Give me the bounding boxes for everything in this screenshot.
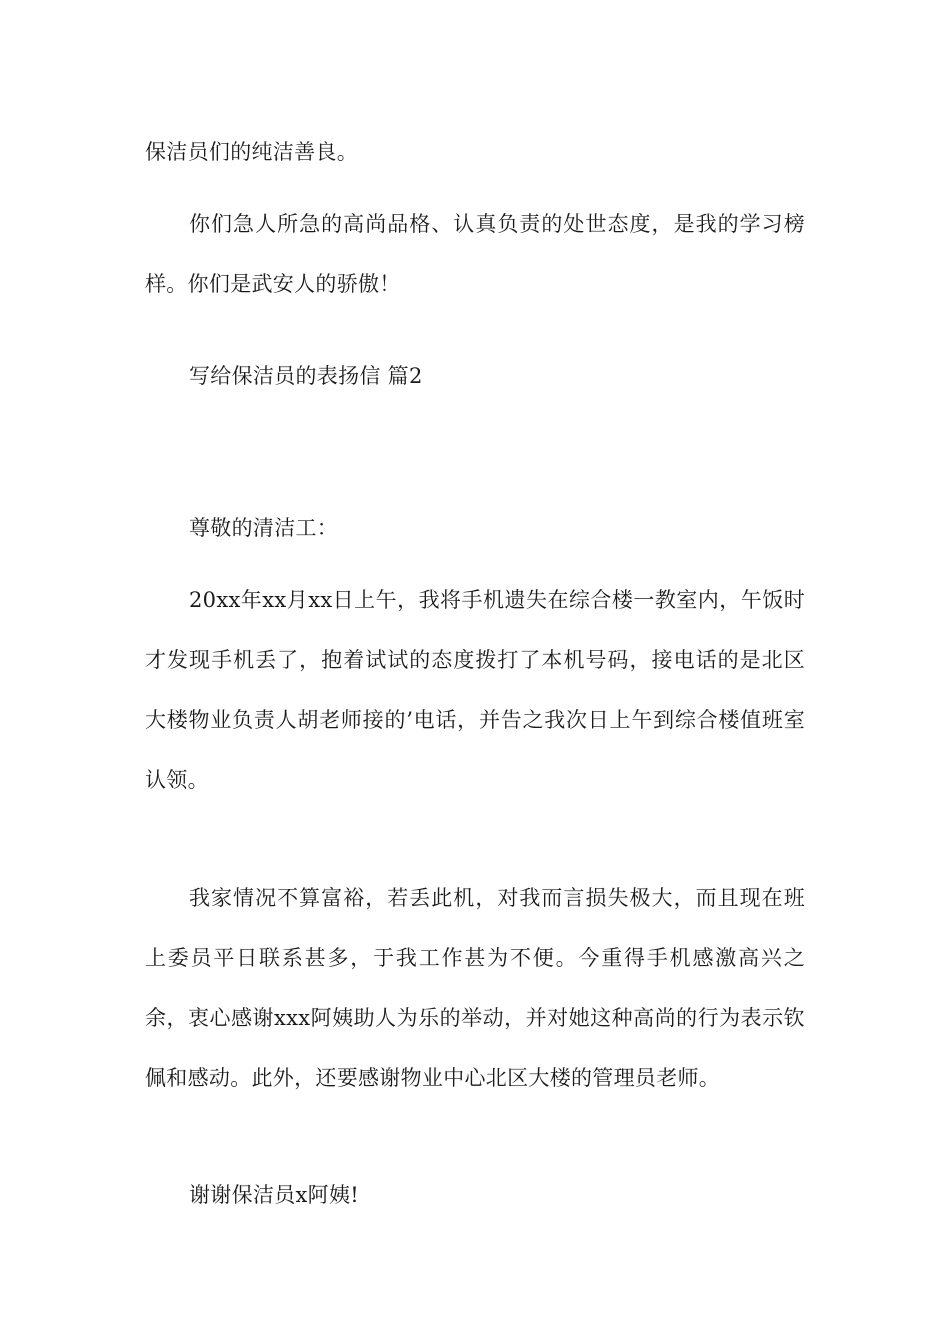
paragraph-incident: 20xx年xx月xx日上午，我将手机遗失在综合楼一教室内，午饭时才发现手机丢了，抱着试试的态度拨打了本机号码，接电话的是北区大楼物业负责人胡老师接的’电话，并告之我次日上午到综合楼值班室认领。 — [145, 588, 805, 792]
closing-thanks: 谢谢保洁员x阿姨! — [189, 1183, 359, 1207]
paragraph-continuation: 保洁员们的纯洁善良。 — [145, 140, 358, 164]
paragraph-praise: 你们急人所急的高尚品格、认真负责的处世态度，是我的学习榜样。你们是武安人的骄傲！ — [145, 212, 805, 296]
section-heading: 写给保洁员的表扬信 篇2 — [189, 364, 423, 388]
salutation: 尊敬的清洁工： — [189, 516, 339, 540]
paragraph-gratitude: 我家情况不算富裕，若丢此机，对我而言损失极大，而且现在班上委员平日联系甚多，于我工作甚为不便。今重得手机感激高兴之余，衷心感谢xxx阿姨助人为乐的举动，并对她这种高尚的行为表示钦佩和感动。此外，还要感谢物业中心北区大楼的管理员老师。 — [145, 886, 805, 1090]
